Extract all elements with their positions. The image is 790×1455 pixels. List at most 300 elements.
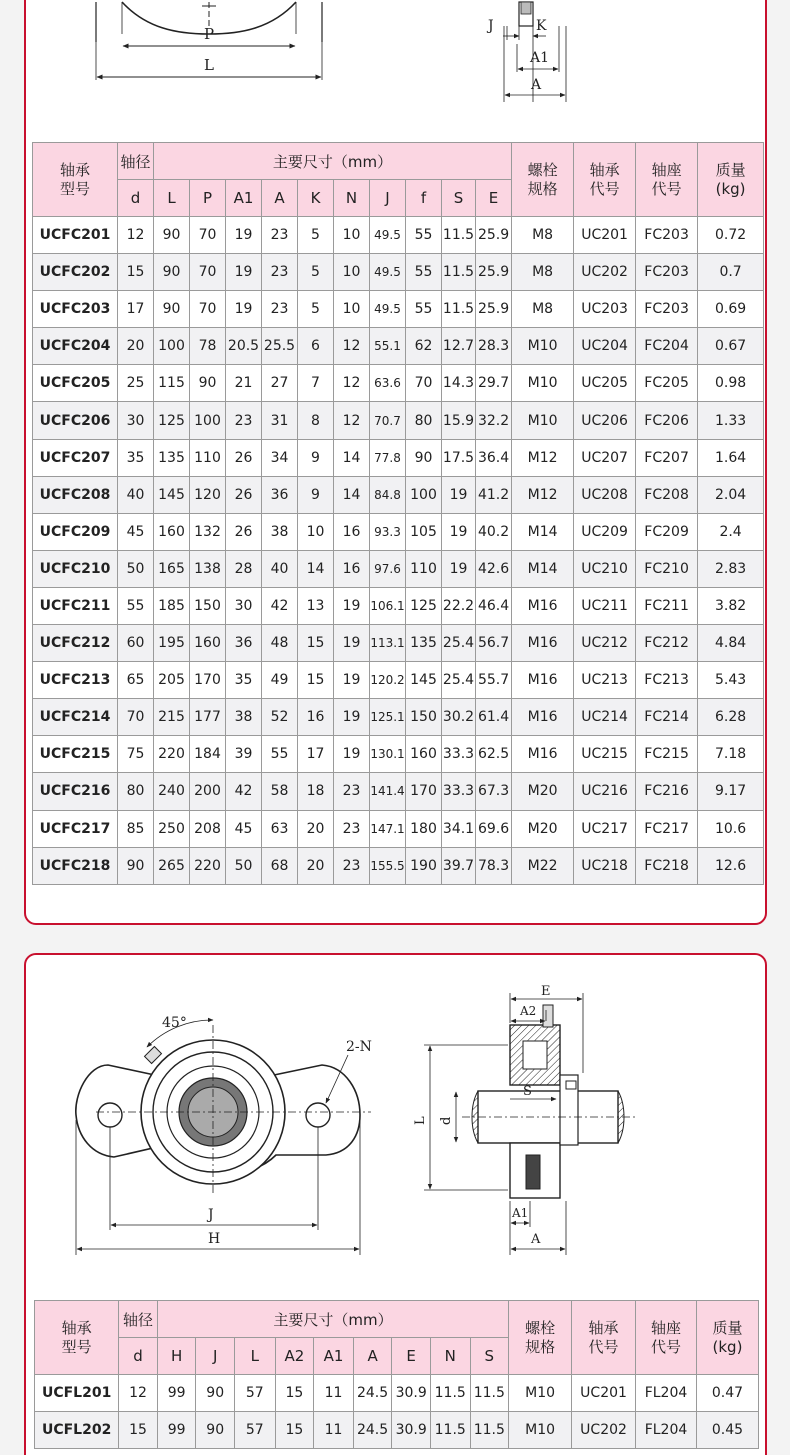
- table-cell: 11.5: [442, 254, 476, 291]
- table-cell: 138: [190, 550, 226, 587]
- table-cell: FC218: [636, 847, 698, 884]
- ucfc-drawing: [26, 0, 767, 132]
- table-cell: 120: [190, 476, 226, 513]
- table-cell: 58: [262, 773, 298, 810]
- subheader-J: J: [370, 180, 406, 217]
- table-cell: 60: [118, 625, 154, 662]
- table-cell: FC211: [636, 587, 698, 624]
- table-cell: 10: [334, 217, 370, 254]
- table-cell: 25.9: [476, 217, 512, 254]
- table-cell: UC213: [574, 662, 636, 699]
- table-cell: M16: [512, 625, 574, 662]
- table-cell: 24.5: [353, 1412, 392, 1449]
- subheader-d: d: [118, 180, 154, 217]
- table-cell: 195: [154, 625, 190, 662]
- table-cell: 49.5: [370, 291, 406, 328]
- table-cell: UC209: [574, 513, 636, 550]
- table-cell: 141.4: [370, 773, 406, 810]
- table-cell: 12: [119, 1375, 158, 1412]
- table-cell: 50: [118, 550, 154, 587]
- table-cell: 78: [190, 328, 226, 365]
- subheader2-d: d: [119, 1338, 158, 1375]
- table-cell: 130.1: [370, 736, 406, 773]
- table-cell: 25.5: [262, 328, 298, 365]
- table-cell: 22.2: [442, 587, 476, 624]
- table-cell: 56.7: [476, 625, 512, 662]
- table-cell: 17: [118, 291, 154, 328]
- table-cell: UC212: [574, 625, 636, 662]
- table-cell: 99: [157, 1412, 196, 1449]
- table-cell: 33.3: [442, 773, 476, 810]
- table-cell: 184: [190, 736, 226, 773]
- dim-label-S: S: [523, 1084, 532, 1099]
- model-cell: UCFC217: [33, 810, 118, 847]
- header-bearing-text: 轴承 代号: [589, 160, 620, 198]
- table-cell: 16: [298, 699, 334, 736]
- table-cell: 57: [235, 1412, 276, 1449]
- table-cell: 11.5: [442, 217, 476, 254]
- table-cell: 90: [406, 439, 442, 476]
- table-cell: 125: [154, 402, 190, 439]
- table-cell: 155.5: [370, 847, 406, 884]
- table-cell: 70: [118, 699, 154, 736]
- table-cell: 2.04: [698, 476, 764, 513]
- subheader-N: N: [334, 180, 370, 217]
- dim-label-J2: J: [208, 1207, 214, 1223]
- header2-mass: [696, 1301, 758, 1375]
- table-cell: 220: [154, 736, 190, 773]
- table-cell: 23: [334, 810, 370, 847]
- table-cell: 7: [298, 365, 334, 402]
- table-row: [33, 625, 764, 662]
- table-cell: 31: [262, 402, 298, 439]
- table-cell: M16: [512, 699, 574, 736]
- table-cell: 30.9: [392, 1375, 431, 1412]
- table-cell: 14: [298, 550, 334, 587]
- table-cell: 35: [226, 662, 262, 699]
- table-cell: 38: [226, 699, 262, 736]
- table-cell: UC214: [574, 699, 636, 736]
- subheader2-A: A: [353, 1338, 392, 1375]
- table-cell: 70.7: [370, 402, 406, 439]
- table-cell: 177: [190, 699, 226, 736]
- table-cell: M10: [509, 1412, 572, 1449]
- table-cell: 19: [442, 476, 476, 513]
- model-cell: UCFC218: [33, 847, 118, 884]
- ucfl-spec-table: [34, 1300, 759, 1449]
- subheader2-J: J: [196, 1338, 235, 1375]
- dim-label-d: d: [439, 1116, 454, 1125]
- table-cell: M8: [512, 254, 574, 291]
- table-cell: 10: [298, 513, 334, 550]
- table-cell: 135: [154, 439, 190, 476]
- header-shaft: 轴径: [118, 143, 154, 180]
- table-cell: 208: [190, 810, 226, 847]
- header2-housing: [636, 1301, 697, 1375]
- grease-fitting: [145, 1047, 162, 1064]
- subheader-K: K: [298, 180, 334, 217]
- table-cell: 240: [154, 773, 190, 810]
- table-cell: 14: [334, 439, 370, 476]
- dim-label-L: L: [204, 56, 214, 74]
- table-cell: 0.98: [698, 365, 764, 402]
- table-cell: 30: [226, 587, 262, 624]
- table-cell: 35: [118, 439, 154, 476]
- dim-label-A1: A1: [530, 50, 550, 66]
- table-cell: 63: [262, 810, 298, 847]
- table-cell: 1.64: [698, 439, 764, 476]
- table-cell: 125.1: [370, 699, 406, 736]
- bolt-hole-right: [306, 1103, 330, 1127]
- table-cell: 34.1: [442, 810, 476, 847]
- table-cell: 19: [442, 513, 476, 550]
- table-cell: FC203: [636, 254, 698, 291]
- table-cell: 77.8: [370, 439, 406, 476]
- table-row: [35, 1375, 759, 1412]
- table-cell: 55: [118, 587, 154, 624]
- table-cell: 19: [334, 587, 370, 624]
- table-cell: 0.72: [698, 217, 764, 254]
- table-cell: 32.2: [476, 402, 512, 439]
- table-cell: 84.8: [370, 476, 406, 513]
- table-cell: 113.1: [370, 625, 406, 662]
- table-cell: 80: [406, 402, 442, 439]
- table-cell: M10: [512, 328, 574, 365]
- table-cell: FL204: [636, 1412, 697, 1449]
- table-cell: 42: [226, 773, 262, 810]
- header2-bearing-text: 轴承 代号: [588, 1318, 619, 1356]
- table-cell: 215: [154, 699, 190, 736]
- table-cell: FC213: [636, 662, 698, 699]
- table-cell: 1.33: [698, 402, 764, 439]
- table-row: [33, 291, 764, 328]
- table-cell: 61.4: [476, 699, 512, 736]
- table-cell: 39.7: [442, 847, 476, 884]
- table-row: [33, 810, 764, 847]
- table-cell: 9: [298, 476, 334, 513]
- table-row: [33, 365, 764, 402]
- table-cell: FC216: [636, 773, 698, 810]
- table-cell: 15: [298, 662, 334, 699]
- table-cell: 150: [190, 587, 226, 624]
- table-cell: 265: [154, 847, 190, 884]
- table-cell: 6: [298, 328, 334, 365]
- table-cell: 30: [118, 402, 154, 439]
- table-cell: 12: [334, 365, 370, 402]
- table-cell: 205: [154, 662, 190, 699]
- table-cell: 20: [298, 810, 334, 847]
- table-cell: M10: [512, 365, 574, 402]
- table-cell: 160: [406, 736, 442, 773]
- table-cell: 13: [298, 587, 334, 624]
- table-cell: 145: [154, 476, 190, 513]
- subheader2-E: E: [392, 1338, 431, 1375]
- table-cell: 160: [154, 513, 190, 550]
- table-cell: FC215: [636, 736, 698, 773]
- subheader-S: S: [442, 180, 476, 217]
- table-cell: 80: [118, 773, 154, 810]
- table-cell: 5: [298, 254, 334, 291]
- table-cell: 93.3: [370, 513, 406, 550]
- table-cell: 12: [334, 402, 370, 439]
- table-row: [33, 217, 764, 254]
- dim-label-A1-2: A1: [512, 1206, 529, 1220]
- table-row: [33, 550, 764, 587]
- table-cell: 19: [226, 291, 262, 328]
- table-cell: 21: [226, 365, 262, 402]
- table-cell: M16: [512, 587, 574, 624]
- table-cell: 39: [226, 736, 262, 773]
- ucfl-drawing: [26, 955, 767, 1265]
- subheader2-A2: A2: [275, 1338, 314, 1375]
- table-cell: M8: [512, 291, 574, 328]
- table-cell: 15: [298, 625, 334, 662]
- table-row: [33, 402, 764, 439]
- table-cell: 5: [298, 217, 334, 254]
- dim-label-L2: L: [413, 1116, 428, 1125]
- header2-bolt-text: 螺栓 规格: [525, 1318, 556, 1356]
- table-cell: 15.9: [442, 402, 476, 439]
- table-cell: 33.3: [442, 736, 476, 773]
- table-cell: 63.6: [370, 365, 406, 402]
- table-cell: 11.5: [470, 1375, 509, 1412]
- table-cell: 75: [118, 736, 154, 773]
- table-cell: 90: [118, 847, 154, 884]
- table-cell: M22: [512, 847, 574, 884]
- subheader-L: L: [154, 180, 190, 217]
- table-cell: 200: [190, 773, 226, 810]
- table-cell: 11: [314, 1412, 354, 1449]
- table-cell: UC204: [574, 328, 636, 365]
- table-cell: 100: [190, 402, 226, 439]
- table-cell: M20: [512, 810, 574, 847]
- table-cell: 105: [406, 513, 442, 550]
- table-cell: 28.3: [476, 328, 512, 365]
- table-cell: 100: [154, 328, 190, 365]
- model-cell: UCFC204: [33, 328, 118, 365]
- dim-label-A: A: [531, 77, 542, 93]
- table-cell: UC202: [572, 1412, 636, 1449]
- table-cell: 55.7: [476, 662, 512, 699]
- table-cell: 69.6: [476, 810, 512, 847]
- table-cell: 160: [190, 625, 226, 662]
- table-cell: UC206: [574, 402, 636, 439]
- table-cell: FC205: [636, 365, 698, 402]
- table-cell: 135: [406, 625, 442, 662]
- table-cell: 17.5: [442, 439, 476, 476]
- table-cell: 11.5: [442, 291, 476, 328]
- subheader-A: A: [262, 180, 298, 217]
- table-cell: UC203: [574, 291, 636, 328]
- header-bearing: [574, 143, 636, 217]
- table-row: [33, 662, 764, 699]
- table-cell: UC208: [574, 476, 636, 513]
- table-cell: 19: [226, 254, 262, 291]
- table-cell: M20: [512, 773, 574, 810]
- table-cell: 62: [406, 328, 442, 365]
- model-cell: UCFL201: [35, 1375, 119, 1412]
- table-cell: 19: [226, 217, 262, 254]
- table-cell: FC203: [636, 217, 698, 254]
- dim-label-K: K: [536, 18, 547, 34]
- ucfl-spec-card: [24, 953, 767, 1455]
- table-cell: 55: [406, 254, 442, 291]
- table-cell: 55: [406, 291, 442, 328]
- table-cell: 20: [118, 328, 154, 365]
- model-cell: UCFC209: [33, 513, 118, 550]
- ucfc-table-body: [33, 217, 764, 885]
- table-cell: 40.2: [476, 513, 512, 550]
- table-cell: 19: [334, 699, 370, 736]
- table-cell: 70: [190, 217, 226, 254]
- table-cell: 23: [226, 402, 262, 439]
- table-cell: UC201: [572, 1375, 636, 1412]
- angle-label: 45°: [162, 1015, 187, 1031]
- header-housing: [636, 143, 698, 217]
- table-cell: 34: [262, 439, 298, 476]
- table-cell: 42.6: [476, 550, 512, 587]
- dim-label-H: H: [208, 1231, 221, 1247]
- table-cell: 65: [118, 662, 154, 699]
- table-cell: 7.18: [698, 736, 764, 773]
- dim-label-A-2: A: [531, 1232, 541, 1247]
- table-cell: 15: [119, 1412, 158, 1449]
- table-cell: 11: [314, 1375, 354, 1412]
- table-cell: 2.83: [698, 550, 764, 587]
- table-cell: 2.4: [698, 513, 764, 550]
- table-cell: 185: [154, 587, 190, 624]
- table-cell: 0.47: [696, 1375, 758, 1412]
- table-cell: 0.67: [698, 328, 764, 365]
- table-cell: M16: [512, 662, 574, 699]
- header-bolt-text: 螺栓 规格: [527, 160, 558, 198]
- table-cell: FC203: [636, 291, 698, 328]
- table-cell: 55.1: [370, 328, 406, 365]
- table-cell: FC207: [636, 439, 698, 476]
- table-cell: 132: [190, 513, 226, 550]
- table-cell: 10: [334, 291, 370, 328]
- table-cell: M10: [509, 1375, 572, 1412]
- table-cell: 97.6: [370, 550, 406, 587]
- table-cell: 170: [406, 773, 442, 810]
- table-cell: M16: [512, 736, 574, 773]
- dim-label-J: J: [488, 18, 494, 34]
- table-cell: 90: [196, 1375, 235, 1412]
- table-cell: 12: [118, 217, 154, 254]
- table-cell: 220: [190, 847, 226, 884]
- table-cell: UC210: [574, 550, 636, 587]
- header2-model-text: 轴承 型号: [61, 1318, 92, 1356]
- table-cell: 15: [118, 254, 154, 291]
- table-cell: 27: [262, 365, 298, 402]
- model-cell: UCFC210: [33, 550, 118, 587]
- table-cell: 49.5: [370, 254, 406, 291]
- table-cell: 90: [154, 291, 190, 328]
- model-cell: UCFC212: [33, 625, 118, 662]
- model-cell: UCFC214: [33, 699, 118, 736]
- table-cell: FC208: [636, 476, 698, 513]
- table-row: [33, 736, 764, 773]
- header-model: [33, 143, 118, 217]
- table-cell: 8: [298, 402, 334, 439]
- table-cell: UC201: [574, 217, 636, 254]
- ucfl-table-body: [35, 1375, 759, 1449]
- subheader2-L: L: [235, 1338, 276, 1375]
- table-cell: 62.5: [476, 736, 512, 773]
- table-cell: 28: [226, 550, 262, 587]
- table-cell: 110: [406, 550, 442, 587]
- table-cell: 12.7: [442, 328, 476, 365]
- table-cell: UC205: [574, 365, 636, 402]
- table-cell: 50: [226, 847, 262, 884]
- table-cell: 25.4: [442, 625, 476, 662]
- header-dims-group: 主要尺寸（mm）: [154, 143, 512, 180]
- table-cell: 18: [298, 773, 334, 810]
- table-cell: 90: [154, 254, 190, 291]
- table-cell: 9: [298, 439, 334, 476]
- table-cell: UC211: [574, 587, 636, 624]
- table-cell: 25.4: [442, 662, 476, 699]
- table-cell: UC202: [574, 254, 636, 291]
- table-cell: 3.82: [698, 587, 764, 624]
- table-cell: 11.5: [430, 1375, 470, 1412]
- table-cell: FL204: [636, 1375, 697, 1412]
- table-cell: 125: [406, 587, 442, 624]
- table-cell: 147.1: [370, 810, 406, 847]
- table-cell: 52: [262, 699, 298, 736]
- table-cell: 67.3: [476, 773, 512, 810]
- model-cell: UCFC205: [33, 365, 118, 402]
- table-row: [33, 699, 764, 736]
- table-cell: 150: [406, 699, 442, 736]
- model-cell: UCFC208: [33, 476, 118, 513]
- table-cell: 15: [275, 1412, 314, 1449]
- bolt-hole-left: [98, 1103, 122, 1127]
- table-cell: FC209: [636, 513, 698, 550]
- table-cell: 19: [334, 736, 370, 773]
- table-cell: M10: [512, 402, 574, 439]
- table-row: [33, 476, 764, 513]
- subheader-P: P: [190, 180, 226, 217]
- table-cell: M12: [512, 476, 574, 513]
- table-cell: M14: [512, 550, 574, 587]
- table-row: [33, 328, 764, 365]
- table-cell: M14: [512, 513, 574, 550]
- table-cell: 49.5: [370, 217, 406, 254]
- table-cell: 16: [334, 513, 370, 550]
- table-cell: UC207: [574, 439, 636, 476]
- header-mass-text: 质量 (kg): [715, 160, 746, 198]
- model-cell: UCFC202: [33, 254, 118, 291]
- dim-label-E: E: [541, 984, 551, 999]
- header2-housing-text: 轴座 代号: [650, 1318, 681, 1356]
- table-cell: 11.5: [430, 1412, 470, 1449]
- table-cell: UC217: [574, 810, 636, 847]
- table-cell: 36.4: [476, 439, 512, 476]
- table-cell: 10: [334, 254, 370, 291]
- header-bolt: [512, 143, 574, 217]
- table-cell: 48: [262, 625, 298, 662]
- table-cell: 180: [406, 810, 442, 847]
- dim-label-P: P: [204, 25, 215, 43]
- header-mass: [698, 143, 764, 217]
- table-cell: FC204: [636, 328, 698, 365]
- table-cell: 100: [406, 476, 442, 513]
- table-cell: FC214: [636, 699, 698, 736]
- table-cell: FC206: [636, 402, 698, 439]
- table-cell: 26: [226, 439, 262, 476]
- model-cell: UCFC207: [33, 439, 118, 476]
